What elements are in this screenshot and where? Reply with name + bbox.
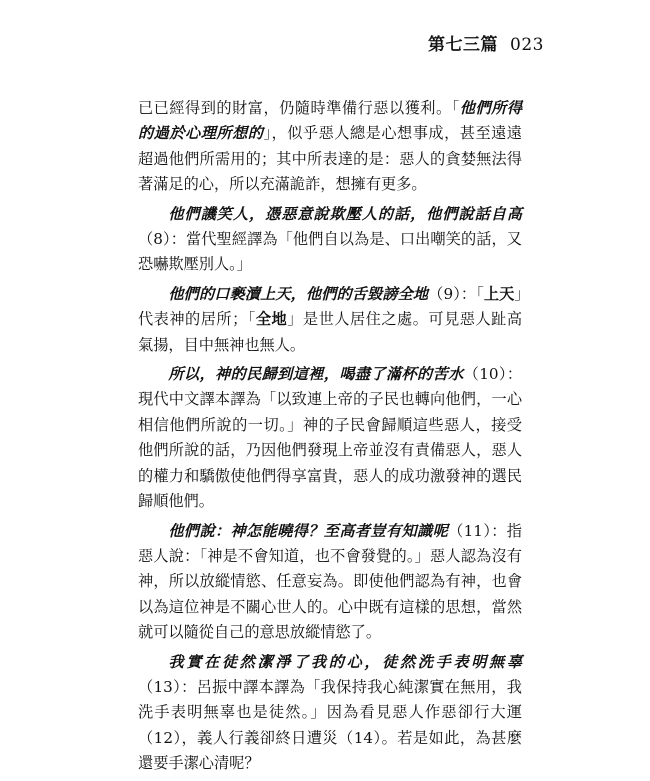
scripture-quote: 他們譏笑人，憑惡意說欺壓人的話，他們說話自高	[168, 204, 522, 223]
page-number: 023	[510, 35, 544, 55]
body-text	[138, 96, 522, 781]
paragraph-4	[138, 362, 522, 514]
text-run: 」是世人居住之處。可見惡人趾高氣揚，目中無神也無人。	[138, 310, 523, 354]
paragraph-2	[138, 202, 522, 278]
text-run: （13）：呂振中譯本譯為「我保持我心純潔實在無用，我洗手表明無辜也是徒然。」因為看見惡人作惡卻行大運（12），義人行義卻終日遭災（14）。若是如此，為甚麼還要手潔心清呢？	[138, 677, 522, 773]
paragraph-3	[138, 282, 522, 358]
scripture-quote: 他們說：神怎能曉得？至高者豈有知識呢	[168, 521, 449, 540]
text-run: （8）：當代聖經譯為「他們自以為是、口出嘲笑的話，又恐嚇欺壓別人。」	[138, 230, 522, 274]
running-header	[428, 30, 544, 55]
paragraph-5	[138, 519, 522, 646]
scripture-quote: 他們的口褻瀆上天，他們的舌毀謗全地	[168, 284, 429, 303]
text-run: 」代表神的居所；「	[138, 284, 523, 329]
paragraph-6	[138, 650, 522, 777]
scripture-quote: 所以，神的民歸到這裡，喝盡了滿杯的苦水	[168, 365, 464, 384]
key-term: 上天	[483, 284, 515, 303]
chapter-title: 第七三篇	[428, 35, 499, 55]
scripture-quote: 他們所得的過於心理所想的	[138, 99, 523, 143]
text-run: 已已經得到的財富，仍隨時準備行惡以獲利。「	[138, 99, 460, 117]
paragraph-1	[138, 96, 522, 198]
scripture-quote: 我實在徒然潔淨了我的心，徒然洗手表明無辜	[168, 652, 522, 671]
text-run: （11）：指惡人說：「神是不會知道，也不會發覺的。」惡人認為沒有神，所以放縱情慾、任意妄為。即使他們認為有神，也會以為這位神是不關心世人的。心中既有這樣的思想，當然就可以隨從自己的意思放縱情慾了。	[138, 521, 522, 642]
key-term: 全地	[255, 310, 288, 329]
text-run: （10）：現代中文譯本譯為「以致連上帝的子民也轉向他們，一心相信他們所說的一切。」神的子民會歸順這些惡人，接受他們所說的話，乃因他們發現上帝並沒有責備惡人，惡人的權力和驕傲使他們得享富貴，惡人的成功激發神的選民歸順他們。	[138, 365, 523, 511]
text-run: （9）：「	[428, 284, 484, 303]
text-run: 」，似乎惡人總是心想事成，甚至遠遠超過他們所需用的；其中所表達的是：惡人的貪婪無法得著滿足的心，所以充滿詭詐，想擁有更多。	[138, 124, 522, 194]
